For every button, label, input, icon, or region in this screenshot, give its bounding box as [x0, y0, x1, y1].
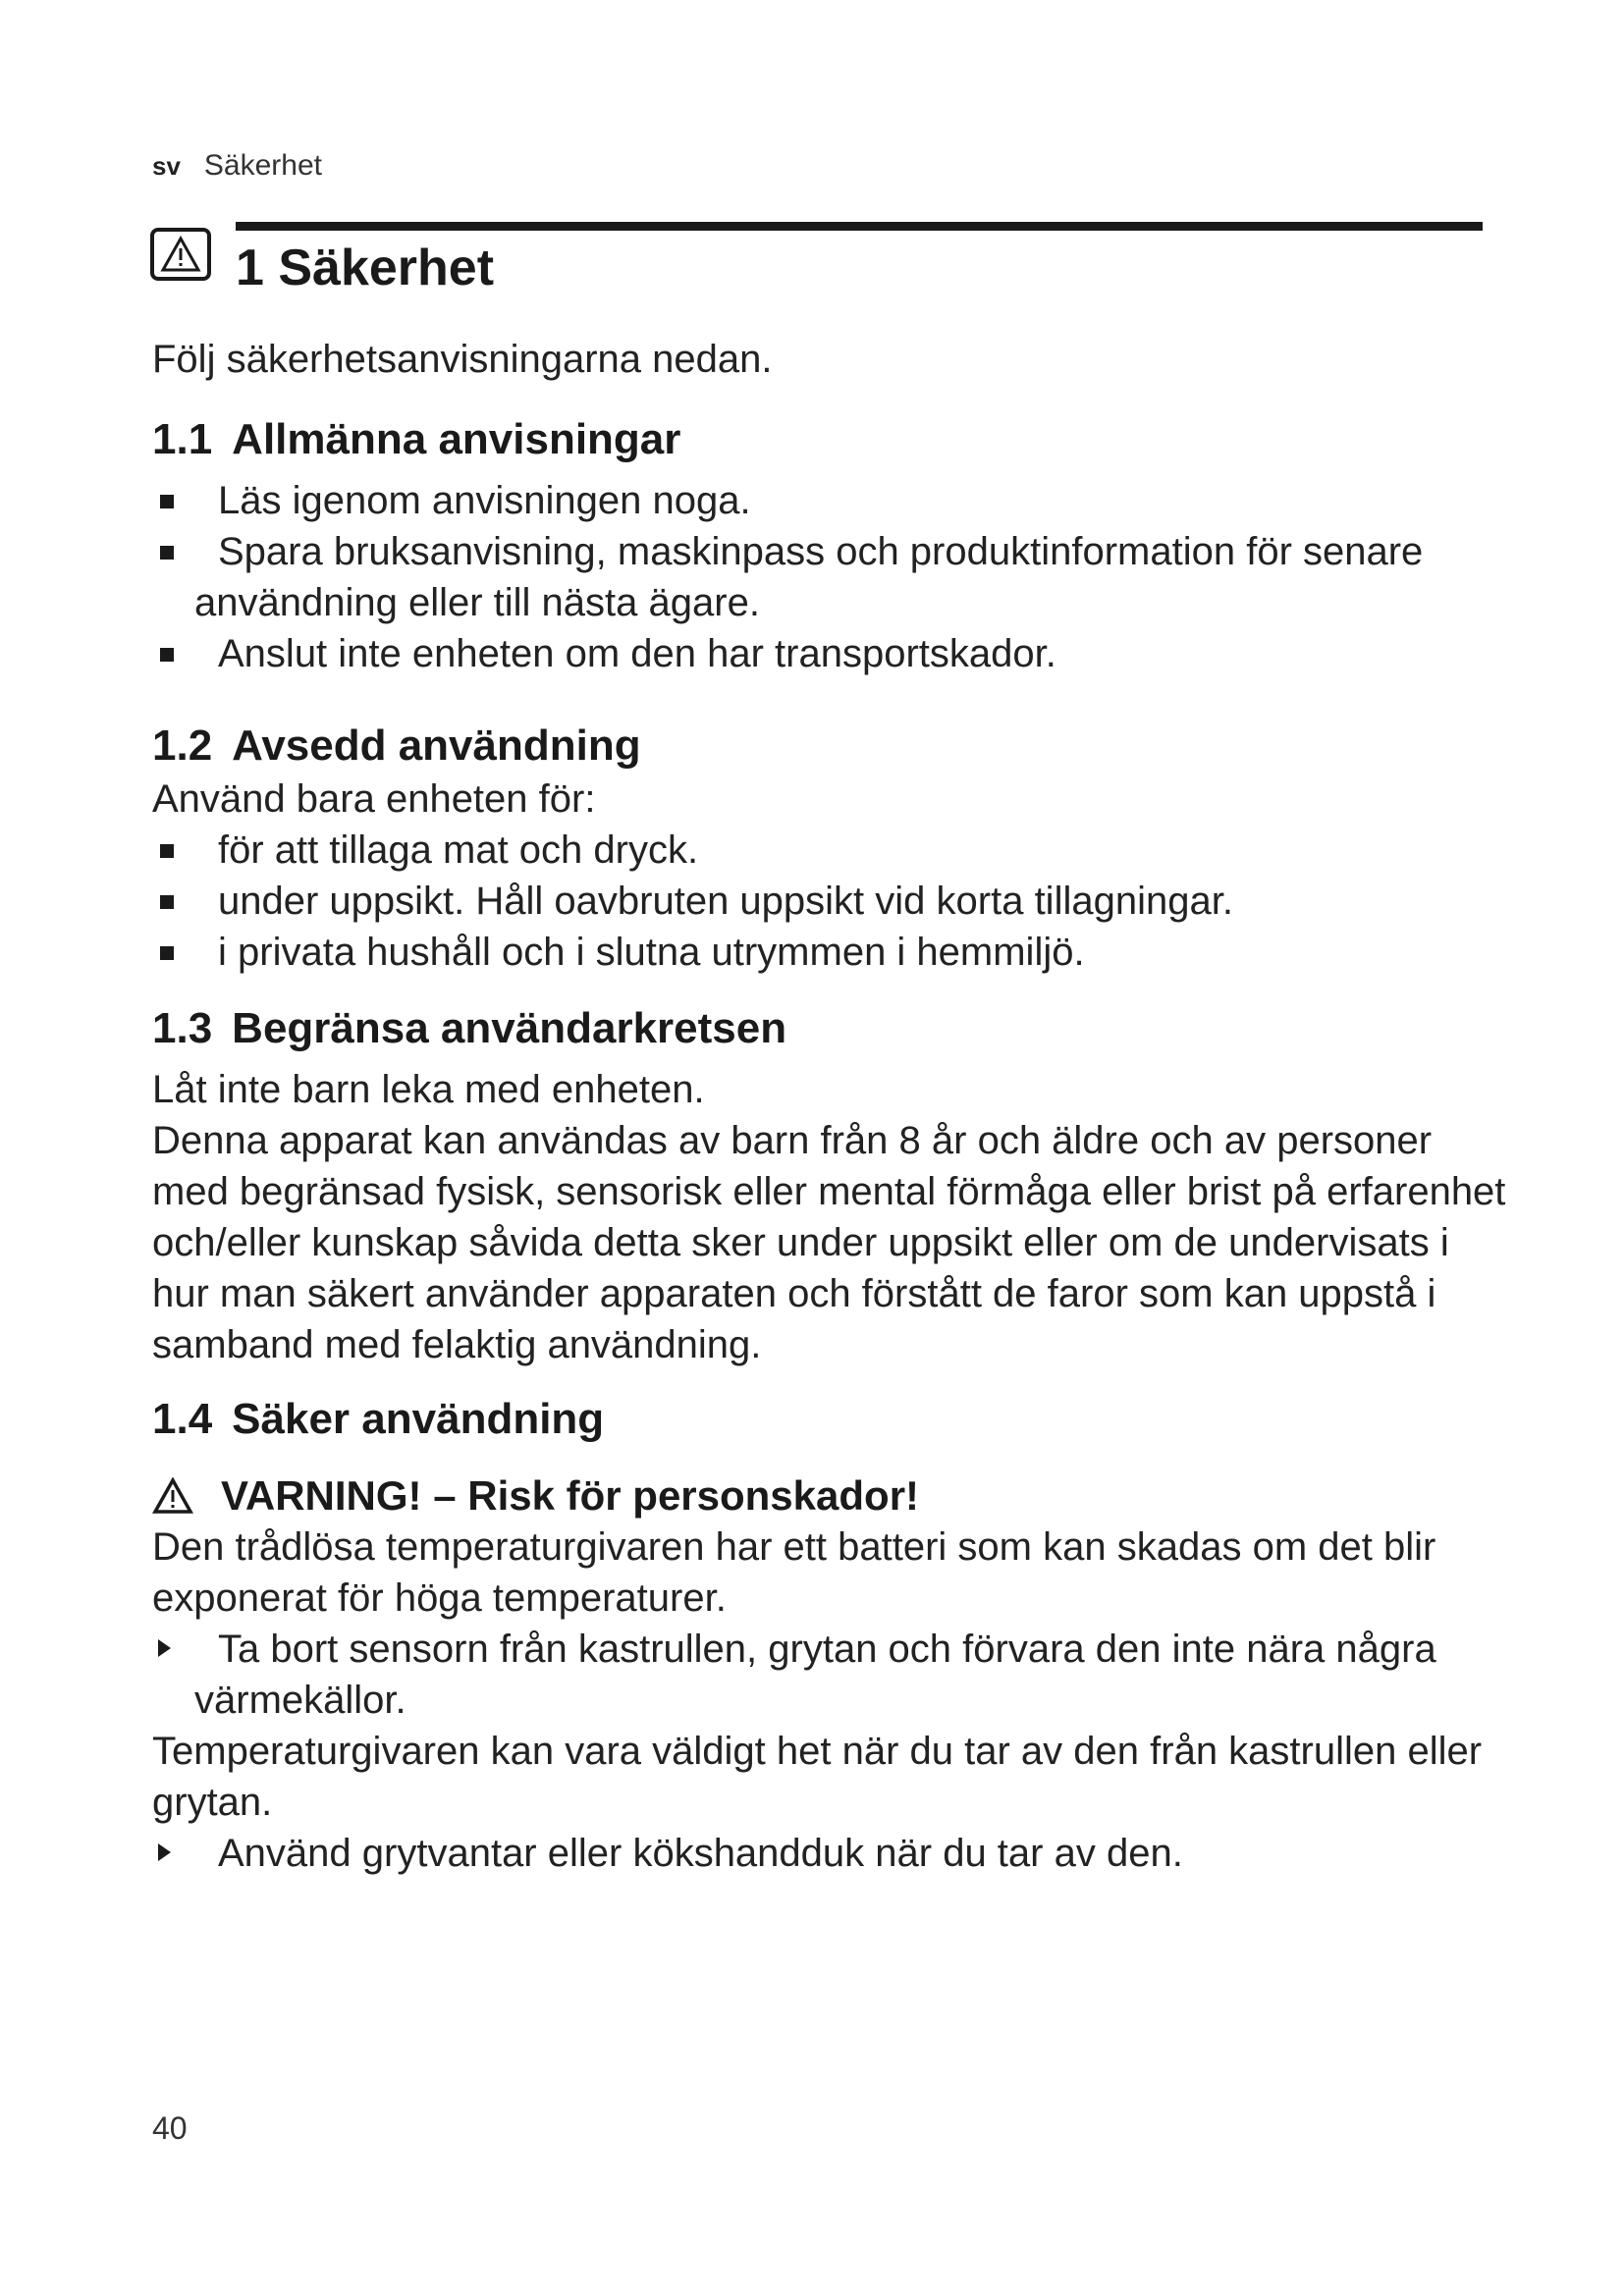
section-title: Allmänna anvisningar — [232, 415, 681, 463]
arrow-right-icon — [158, 1639, 171, 1657]
list-item — [152, 475, 1507, 526]
list-item-text: Läs igenom anvisningen noga. — [218, 479, 751, 522]
list-item — [152, 526, 1507, 628]
list-item — [152, 628, 1507, 679]
square-bullet-icon — [160, 495, 174, 508]
warning-heading — [152, 1470, 1507, 1522]
running-header — [152, 149, 322, 183]
action-list — [152, 1624, 1507, 1726]
section-number: 1.1 — [152, 415, 213, 463]
warning-triangle-icon — [152, 1477, 193, 1515]
section-title: Begränsa användarkretsen — [232, 1004, 787, 1052]
section-heading-1-1 — [152, 412, 1507, 467]
section-heading-1-2 — [152, 719, 1507, 774]
bullet-list-intended-use — [152, 825, 1507, 978]
header-section-title: Säkerhet — [203, 149, 322, 182]
section-title: Avsedd användning — [232, 721, 641, 770]
list-item-text: för att tillaga mat och dryck. — [218, 828, 699, 872]
chapter-rule — [236, 222, 1483, 231]
action-item — [152, 1828, 1507, 1879]
section-heading-1-4 — [152, 1392, 1507, 1447]
bullet-list-general — [152, 475, 1507, 679]
list-item — [152, 927, 1507, 978]
square-bullet-icon — [160, 946, 174, 960]
paragraph: Den trådlösa temperaturgivaren har ett batteri som kan skadas om det blir exponerat för höga temperaturer. — [152, 1525, 1436, 1620]
paragraph: Temperaturgivaren kan vara väldigt het när du tar av den från kastrullen eller grytan. — [152, 1730, 1483, 1824]
warning-text: VARNING! – Risk för personskador! — [221, 1472, 920, 1519]
square-bullet-icon — [160, 546, 174, 560]
list-item-text: Anslut inte enheten om den har transportskador. — [218, 632, 1056, 675]
action-item-text: Använd grytvantar eller kökshandduk när du tar av den. — [218, 1832, 1183, 1875]
list-item — [152, 825, 1507, 876]
paragraph: Denna apparat kan användas av barn från 8 år och äldre och av personer med begränsad fysisk, sensorisk eller mental förmåga eller brist på erfarenhet och/eller kunskap såvida detta sker under uppsikt eller om de undervisats i hur man säkert använder apparaten och förstått de faror som kan uppstå i samband med felaktig användning. — [152, 1119, 1506, 1366]
section-heading-1-3 — [152, 1001, 1507, 1056]
square-bullet-icon — [160, 844, 174, 858]
section-title: Säker användning — [232, 1395, 605, 1443]
list-item-text: Spara bruksanvisning, maskinpass och produktinformation för senare användning eller till nästa ägare. — [194, 530, 1424, 624]
warning-triangle-icon — [160, 236, 201, 273]
section-number: 1.2 — [152, 721, 213, 770]
page-number: 40 — [152, 2110, 188, 2146]
list-item-text: under uppsikt. Håll oavbruten uppsikt vid korta tillagningar. — [218, 880, 1233, 923]
action-item-text: Ta bort sensorn från kastrullen, grytan och förvara den inte nära några värmekällor. — [194, 1628, 1436, 1722]
square-bullet-icon — [160, 648, 174, 662]
section-intro: Använd bara enheten för: — [152, 777, 596, 821]
square-bullet-icon — [160, 895, 174, 909]
action-item — [152, 1624, 1507, 1726]
list-item — [152, 876, 1507, 927]
warning-box-icon — [150, 228, 211, 281]
page-content — [152, 334, 1507, 1879]
chapter-title: 1 Säkerhet — [236, 240, 495, 296]
list-item-text: i privata hushåll och i slutna utrymmen i hemmiljö. — [218, 931, 1085, 974]
paragraph: Låt inte barn leka med enheten. — [152, 1068, 705, 1111]
chapter-intro: Följ säkerhetsanvisningarna nedan. — [152, 338, 773, 381]
action-list — [152, 1828, 1507, 1879]
language-code: sv — [152, 151, 181, 181]
section-number: 1.3 — [152, 1004, 213, 1052]
arrow-right-icon — [158, 1843, 171, 1861]
section-number: 1.4 — [152, 1395, 213, 1443]
